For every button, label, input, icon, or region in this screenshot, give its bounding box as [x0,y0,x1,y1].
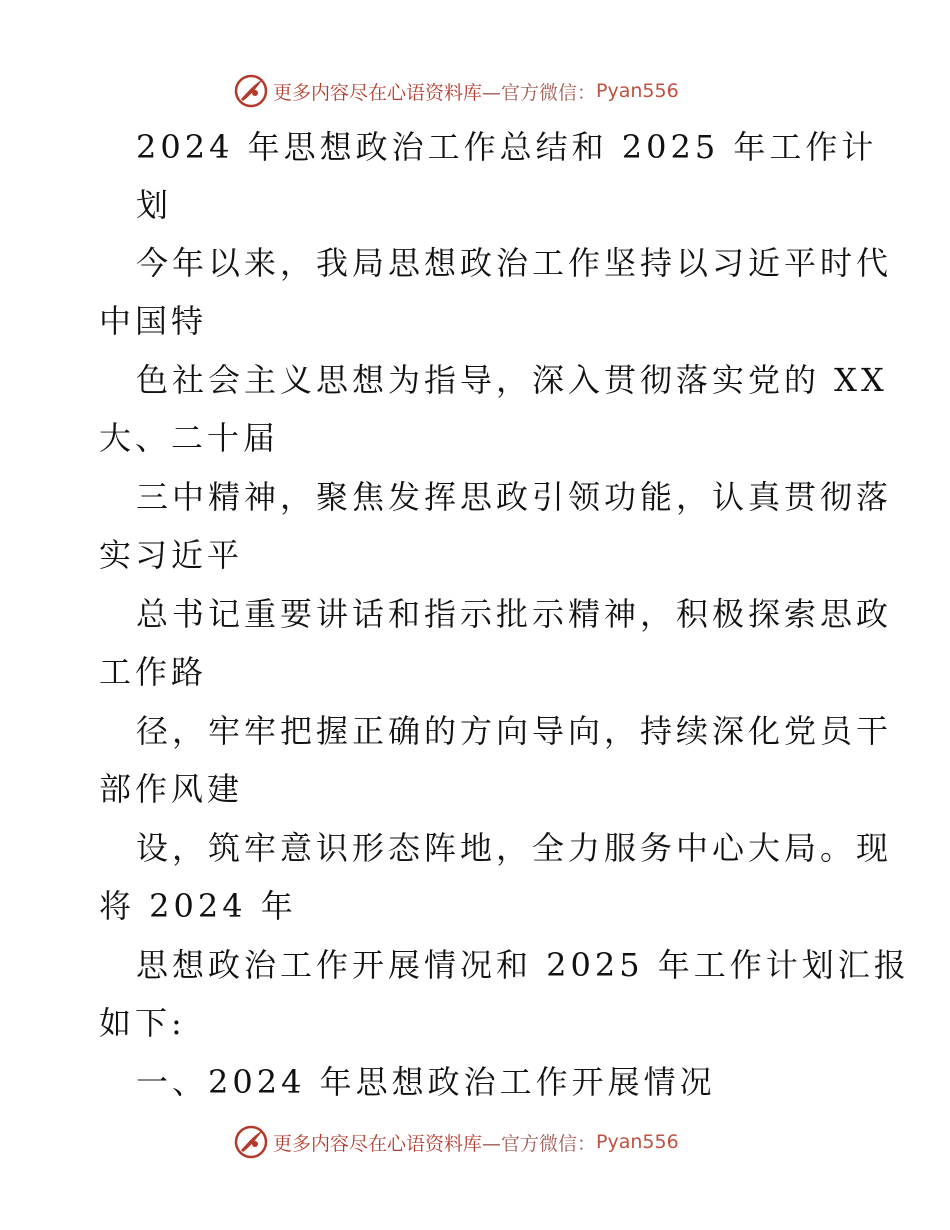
body-line: 工作路 [99,653,208,691]
quill-logo-icon [233,1124,269,1160]
body-line: 中国特 [99,302,208,340]
document-title-line-2: 划 [136,186,173,224]
watermark-official-label: —官方微信： [482,81,597,104]
body-line: 思想政治工作开展情况和 2025 年工作计划汇报 [136,946,910,984]
body-line: 设，筑牢意识形态阵地，全力服务中心大局。现 [136,829,893,867]
body-line: 今年以来，我局思想政治工作坚持以习近平时代 [136,244,893,282]
watermark-header [233,71,679,111]
body-line: 色社会主义思想为指导，深入贯彻落实党的 XX [136,361,888,399]
quill-logo-icon [233,73,269,109]
body-line: 径，牢牢把握正确的方向导向，持续深化党员干 [136,712,893,750]
body-line: 部作风建 [99,770,244,808]
watermark-account: Pyan556 [596,80,679,102]
body-line: 总书记重要讲话和指示批示精神，积极探索思政 [136,595,893,633]
watermark-text: 更多内容尽在心语资料库 [273,81,483,104]
section-heading: 一、2024 年思想政治工作开展情况 [136,1063,716,1101]
watermark-official-label: —官方微信： [482,1132,597,1155]
watermark-footer [233,1122,679,1162]
document-title-line-1: 2024 年思想政治工作总结和 2025 年工作计 [136,128,878,166]
body-line: 三中精神，聚焦发挥思政引领功能，认真贯彻落 [136,478,893,516]
body-line: 如下: [99,1004,186,1042]
body-line: 将 2024 年 [99,887,297,925]
watermark-account: Pyan556 [596,1131,679,1153]
watermark-text: 更多内容尽在心语资料库 [273,1132,483,1155]
body-line: 实习近平 [99,536,244,574]
body-line: 大、二十届 [99,419,280,457]
